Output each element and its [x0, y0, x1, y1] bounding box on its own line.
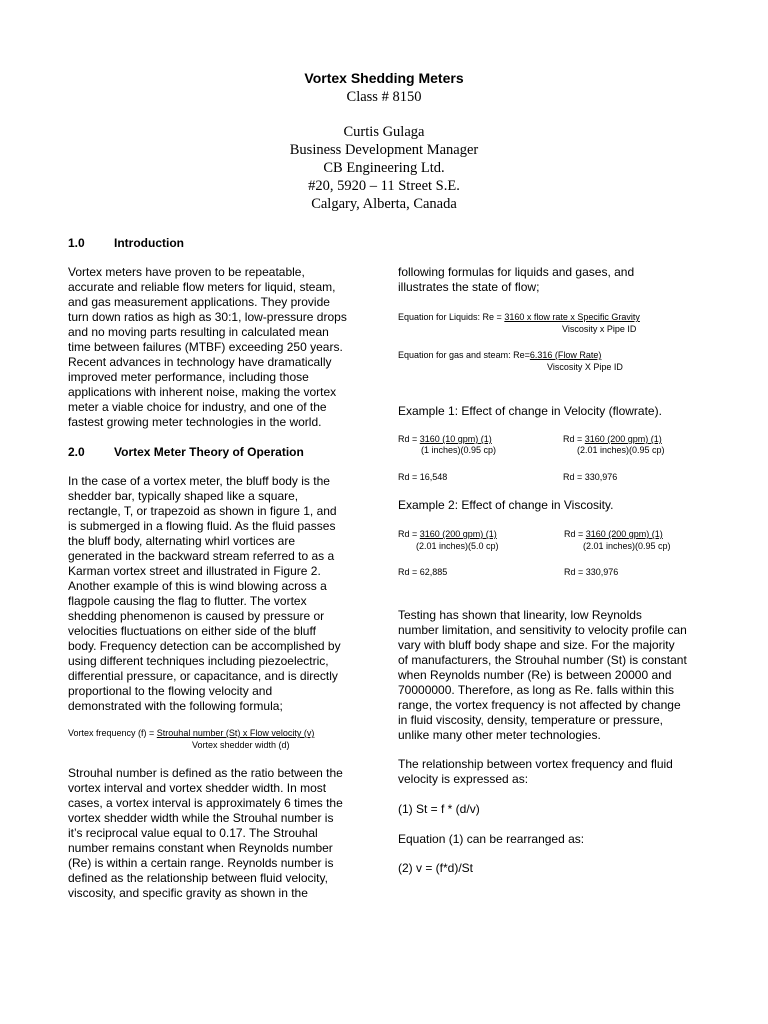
example2-title: Example 2: Effect of change in Viscosity. — [398, 498, 614, 512]
intro-paragraph — [68, 265, 362, 430]
theory-line: proportional to the flowing velocity and — [68, 684, 273, 698]
section-heading-theory — [68, 445, 304, 459]
theory-line: velocities fluctuations on either side of the bluff — [68, 624, 316, 638]
rd-prefix: Rd = — [564, 529, 586, 539]
section-title: Introduction — [114, 236, 184, 250]
example2-result-a: Rd = 62,885 — [398, 567, 448, 577]
formulas-intro-line: illustrates the state of flow; — [398, 280, 540, 294]
theory-paragraph — [68, 474, 362, 714]
relationship-line: The relationship between vortex frequency and fluid — [398, 757, 673, 771]
calc-numerator: 3160 (200 gpm) (1) — [585, 529, 663, 539]
example1-title: Example 1: Effect of change in Velocity (flowrate). — [398, 404, 662, 418]
strouhal-line: number remains constant when Reynolds number — [68, 841, 333, 855]
relationship-line: velocity is expressed as: — [398, 772, 529, 786]
formula-denominator: Vortex shedder width (d) — [192, 740, 290, 750]
intro-line: and gas measurement applications. They provide — [68, 295, 330, 309]
intro-line: improved meter performance, including those — [68, 370, 309, 384]
company-city: Calgary, Alberta, Canada — [311, 196, 457, 212]
equation-numerator: 3160 x flow rate x Specific Gravity — [504, 312, 640, 322]
equation-numerator: 6.316 (Flow Rate) — [529, 350, 602, 360]
example1-result-b: Rd = 330,976 — [563, 472, 618, 482]
theory-line: is submerged in a flowing fluid. As the fluid passes — [68, 519, 336, 533]
intro-line: Vortex meters have proven to be repeatable, — [68, 265, 305, 279]
testing-line: Testing has shown that linearity, low Reynolds — [398, 608, 642, 622]
company-name: CB Engineering Ltd. — [323, 160, 445, 176]
example2-calc-b-denominator: (2.01 inches)(0.95 cp) — [583, 541, 671, 551]
company-address: #20, 5920 – 11 Street S.E. — [308, 178, 460, 194]
intro-line: time between failures (MTBF) exceeding 250 years. — [68, 340, 343, 354]
testing-line: range, the vortex frequency is not affected by change — [398, 698, 681, 712]
formula-prefix: Vortex frequency (f) = — [68, 728, 157, 738]
theory-line: shedding phenomenon is caused by pressure or — [68, 609, 325, 623]
formula-numerator: Strouhal number (St) x Flow velocity (v) — [156, 728, 315, 738]
class-number: Class # 8150 — [346, 89, 422, 105]
example1-calc-b-denominator: (2.01 inches)(0.95 cp) — [577, 445, 665, 455]
intro-line: applications with inherent noise, making the vortex — [68, 385, 337, 399]
author-name: Curtis Gulaga — [343, 124, 425, 140]
theory-line: rectangle, T, or trapezoid as shown in figure 1, and — [68, 504, 337, 518]
theory-line: the bluff body, alternating whirl vortices are — [68, 534, 296, 548]
formulas-intro-paragraph — [398, 265, 700, 295]
strouhal-line: vortex shedder width while the Strouhal number is — [68, 811, 334, 825]
rearranged-text: Equation (1) can be rearranged as: — [398, 832, 585, 846]
section-heading-introduction — [68, 236, 184, 250]
intro-line: meter a viable choice for industry, and one of the — [68, 400, 327, 414]
vortex-frequency-formula — [68, 727, 314, 739]
testing-line: vary with bluff body shape and size. For the majority — [398, 638, 675, 652]
testing-line: number limitation, and sensitivity to velocity profile can — [398, 623, 687, 637]
section-number: 2.0 — [68, 445, 85, 459]
theory-line: shedder bar, typically shaped like a square, — [68, 489, 299, 503]
intro-line: and no moving parts resulting in calculated mean — [68, 325, 329, 339]
equation-gas — [398, 349, 601, 361]
calc-numerator: 3160 (10 gpm) (1) — [419, 434, 492, 444]
intro-line: fastest growing meter technologies in the world. — [68, 415, 322, 429]
strouhal-line: it’s reciprocal value equal to 0.17. The Strouhal — [68, 826, 318, 840]
intro-line: Recent advances in technology have dramatically — [68, 355, 332, 369]
equation-1: (1) St = f * (d/v) — [398, 802, 480, 816]
relationship-paragraph — [398, 757, 700, 787]
testing-line: of manufacturers, the Strouhal number (St) is constant — [398, 653, 687, 667]
theory-line: Karman vortex street and illustrated in Figure 2. — [68, 564, 321, 578]
testing-paragraph — [398, 608, 700, 743]
testing-line: when Reynolds number (Re) is between 20000 and — [398, 668, 672, 682]
example2-result-b: Rd = 330,976 — [564, 567, 619, 577]
equation-gas-denominator: Viscosity X Pipe ID — [547, 362, 623, 372]
formulas-intro-line: following formulas for liquids and gases, and — [398, 265, 635, 279]
theory-line: Another example of this is wind blowing across a — [68, 579, 327, 593]
testing-line: unlike many other meter technologies. — [398, 728, 601, 742]
strouhal-line: Strouhal number is defined as the ratio between the — [68, 766, 343, 780]
strouhal-line: cases, a vortex interval is approximately 6 times the — [68, 796, 343, 810]
testing-line: 70000000. Therefore, as long as Re. falls within this — [398, 683, 674, 697]
equation-prefix: Equation for Liquids: Re = — [398, 312, 505, 322]
equation-2: (2) v = (f*d)/St — [398, 861, 474, 875]
equation-prefix: Equation for gas and steam: Re= — [398, 350, 530, 360]
equation-liquids-denominator: Viscosity x Pipe ID — [562, 324, 637, 334]
rd-prefix: Rd = — [398, 434, 420, 444]
document-title: Vortex Shedding Meters — [304, 70, 464, 86]
strouhal-line: viscosity, and specific gravity as shown in the — [68, 886, 308, 900]
example2-calc-b — [564, 528, 663, 540]
example2-calc-a-denominator: (2.01 inches)(5.0 cp) — [416, 541, 499, 551]
theory-line: differential pressure, or capacitance, and is directly — [68, 669, 338, 683]
theory-line: generated in the backward stream referred to as a — [68, 549, 335, 563]
example2-calc-a — [398, 528, 497, 540]
rd-prefix: Rd = — [398, 529, 420, 539]
testing-line: in fluid viscosity, density, temperature or pressure, — [398, 713, 663, 727]
section-number: 1.0 — [68, 236, 85, 250]
theory-line: demonstrated with the following formula; — [68, 699, 283, 713]
intro-line: turn down ratios as high as 30:1, low-pressure drops — [68, 310, 347, 324]
example1-result-a: Rd = 16,548 — [398, 472, 448, 482]
strouhal-paragraph — [68, 766, 362, 901]
theory-line: In the case of a vortex meter, the bluff body is the — [68, 474, 330, 488]
calc-numerator: 3160 (200 gpm) (1) — [419, 529, 497, 539]
rd-prefix: Rd = — [563, 434, 585, 444]
strouhal-line: vortex interval and vortex shedder width. In most — [68, 781, 327, 795]
strouhal-line: defined as the relationship between fluid velocity, — [68, 871, 328, 885]
example1-calc-a-denominator: (1 inches)(0.95 cp) — [421, 445, 497, 455]
theory-line: using different techniques including piezoelectric, — [68, 654, 329, 668]
strouhal-line: (Re) is within a certain range. Reynolds number is — [68, 856, 334, 870]
equation-liquids — [398, 311, 640, 323]
section-title: Vortex Meter Theory of Operation — [114, 445, 304, 459]
author-role: Business Development Manager — [289, 142, 479, 158]
theory-line: body. Frequency detection can be accomplished by — [68, 639, 341, 653]
intro-line: accurate and reliable flow meters for liquid, steam, — [68, 280, 336, 294]
calc-numerator: 3160 (200 gpm) (1) — [584, 434, 662, 444]
theory-line: flagpole causing the flag to flutter. The vortex — [68, 594, 307, 608]
